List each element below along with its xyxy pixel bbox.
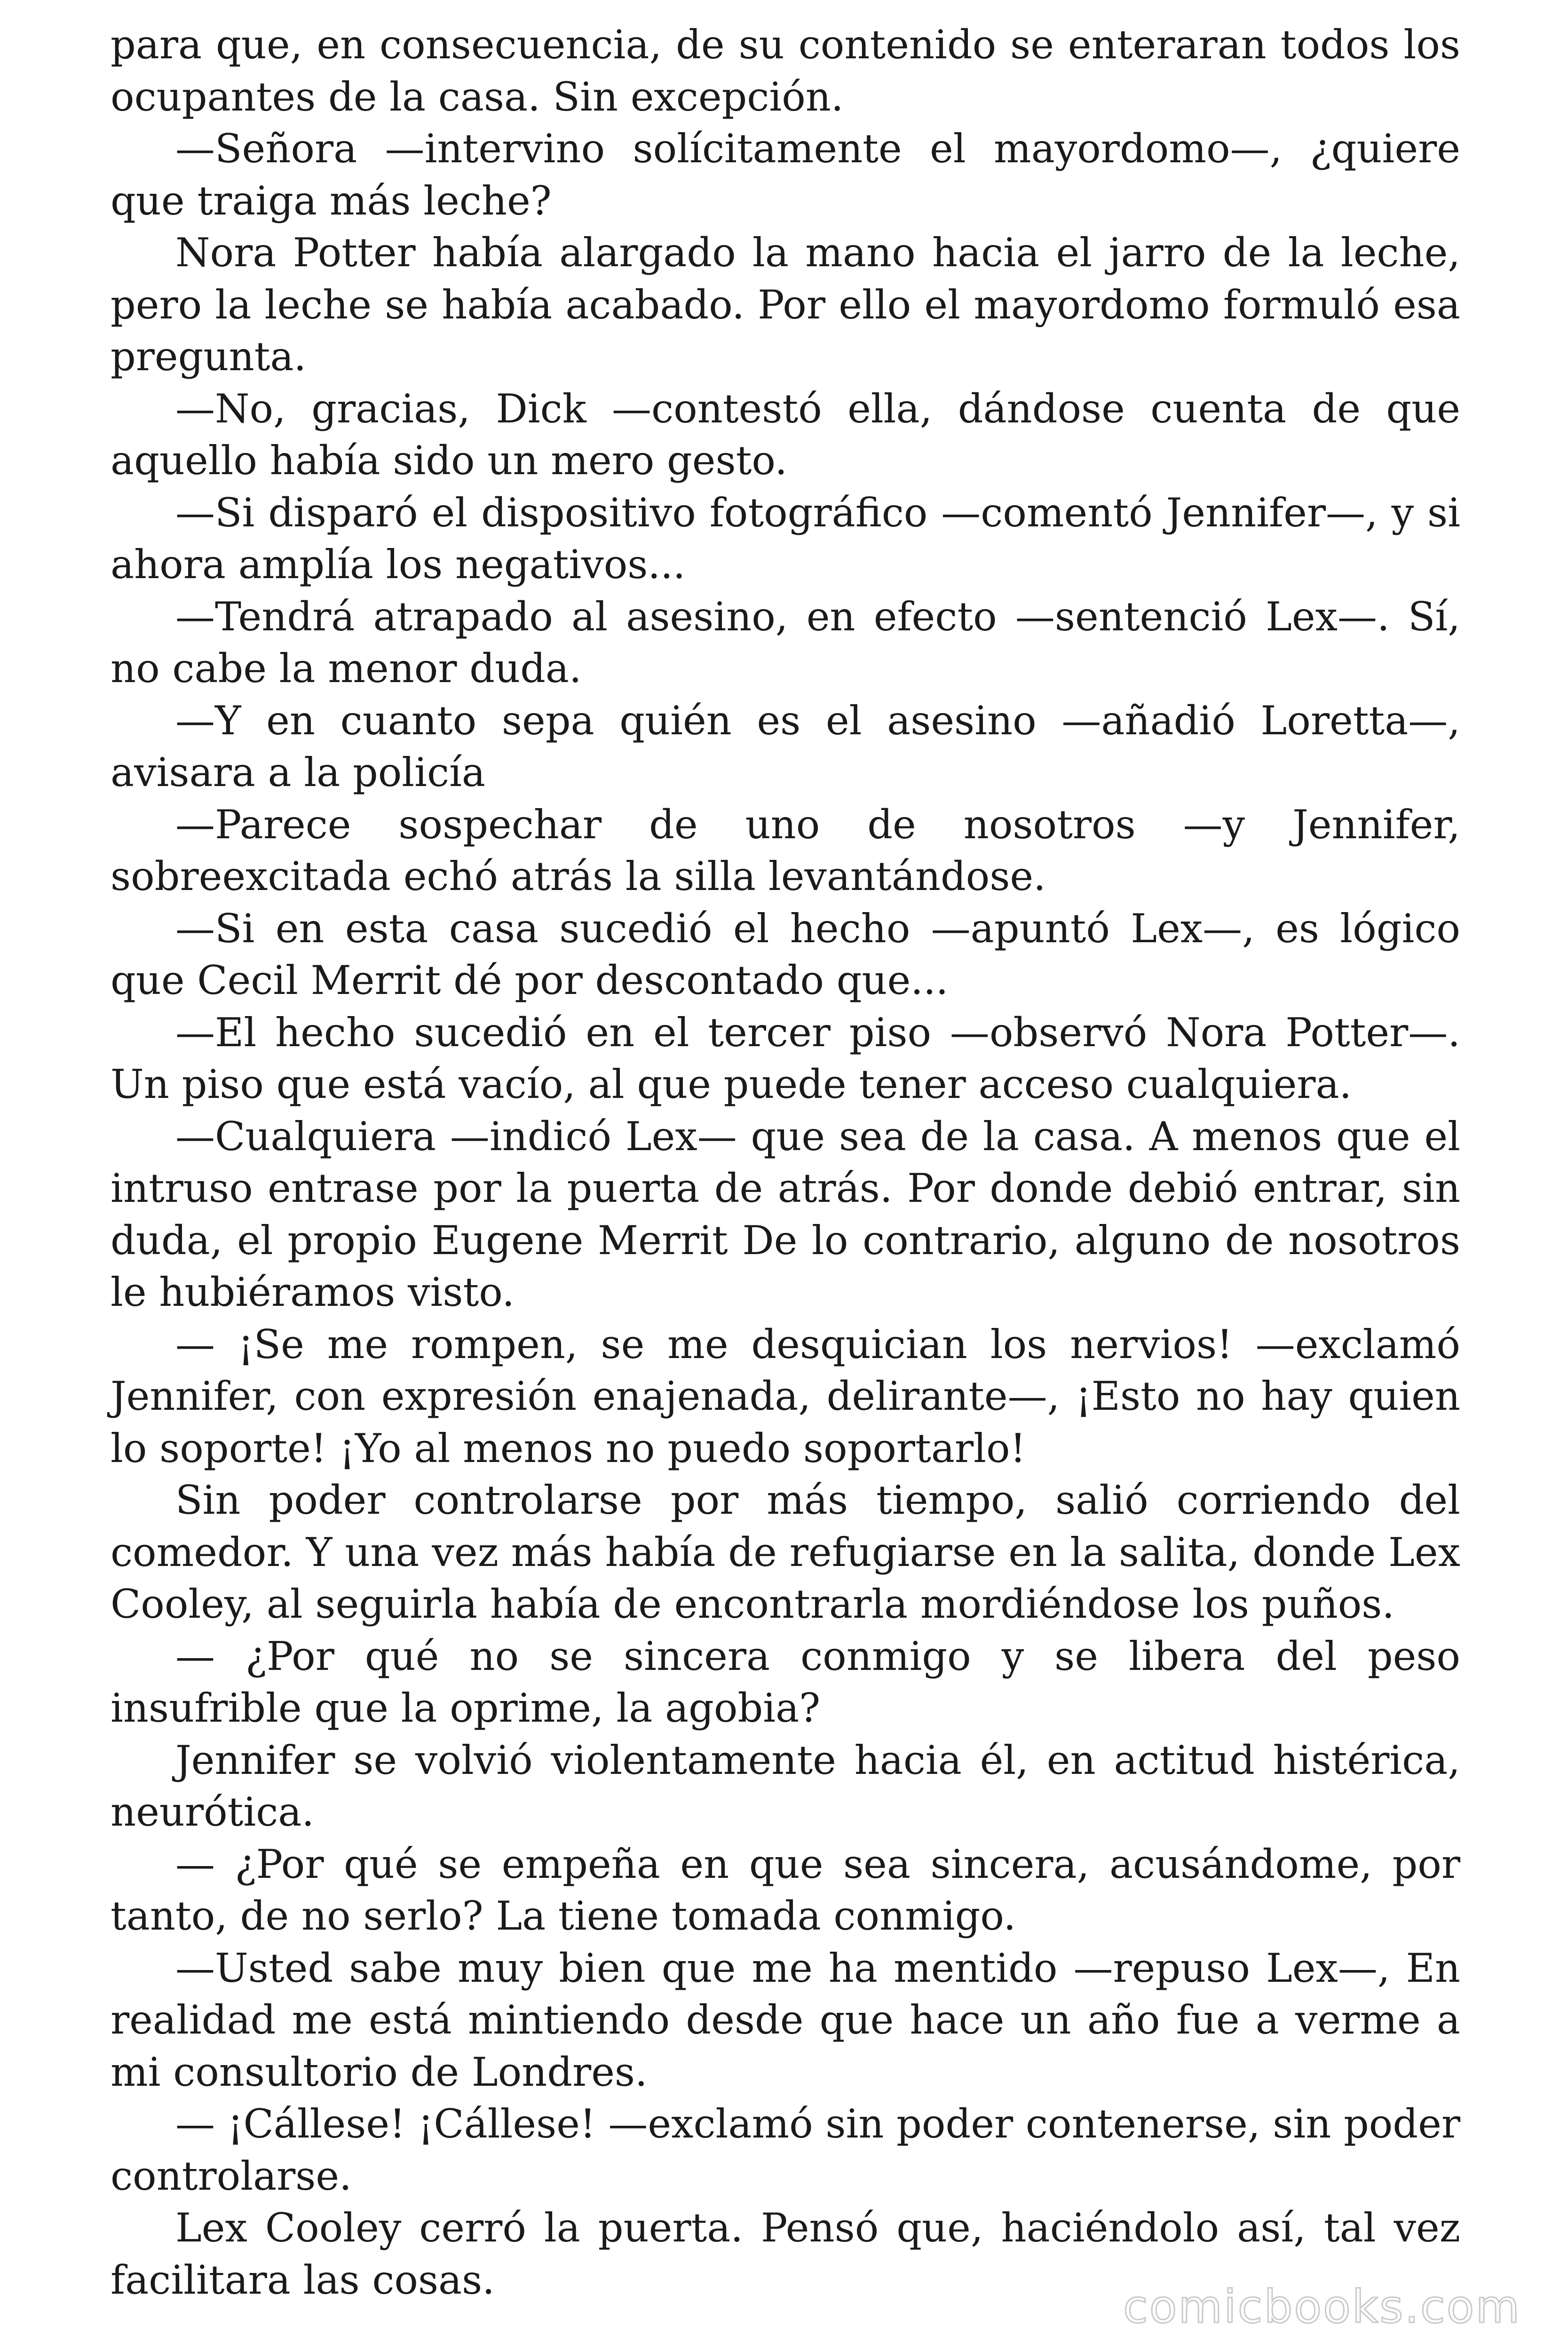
paragraph: —El hecho sucedió en el tercer piso —observó Nora Potter—. Un piso que está vacío, al que puede tener acceso cualquiera. (111, 1009, 1460, 1107)
paragraph: — ¿Por qué se empeña en que sea sincera, acusándome, por tanto, de no serlo? La tiene tomada conmigo. (111, 1841, 1460, 1939)
paragraph: Nora Potter había alargado la mano hacia el jarro de la leche, pero la leche se había acabado. Por ello el mayordomo formuló esa pregunta. (111, 230, 1460, 380)
paragraph: —Señora —intervino solícitamente el mayordomo—, ¿quiere que traiga más leche? (111, 126, 1460, 224)
paragraph: —Parece sospechar de uno de nosotros —y Jennifer, sobreexcitada echó atrás la silla levantándose. (111, 801, 1460, 899)
watermark: comicbooks.com (1123, 2280, 1521, 2333)
paragraph: — ¿Por qué no se sincera conmigo y se libera del peso insufrible que la oprime, la agobia? (111, 1633, 1460, 1731)
paragraph: —Tendrá atrapado al asesino, en efecto —sentenció Lex—. Sí, no cabe la menor duda. (111, 593, 1460, 691)
paragraph: — ¡Se me rompen, se me desquician los nervios! —exclamó Jennifer, con expresión enajenada, delirante—, ¡Esto no hay quien lo soporte! ¡Yo al menos no puedo soportarlo! (111, 1321, 1460, 1471)
paragraph: —Cualquiera —indicó Lex— que sea de la casa. A menos que el intruso entrase por la puerta de atrás. Por donde debió entrar, sin duda, el propio Eugene Merrit De lo contrario, alguno de nosotros le hubiéramos visto. (111, 1113, 1460, 1315)
paragraph: Jennifer se volvió violentamente hacia él, en actitud histérica, neurótica. (111, 1737, 1460, 1835)
paragraph: —Si disparó el dispositivo fotográfico —comentó Jennifer—, y si ahora amplía los negativos... (111, 489, 1460, 588)
paragraph: —Si en esta casa sucedió el hecho —apuntó Lex—, es lógico que Cecil Merrit dé por descontado que... (111, 905, 1460, 1003)
paragraph: Lex Cooley cerró la puerta. Pensó que, haciéndolo así, tal vez facilitara las cosas. (111, 2205, 1460, 2303)
paragraph: Sin poder controlarse por más tiempo, salió corriendo del comedor. Y una vez más había de refugiarse en la salita, donde Lex Cooley, al seguirla había de encontrarla mordiéndose los puños. (111, 1477, 1460, 1627)
paragraph: para que, en consecuencia, de su contenido se enteraran todos los ocupantes de la casa. Sin excepción. (111, 22, 1460, 120)
paragraph: — ¡Cállese! ¡Cállese! —exclamó sin poder contenerse, sin poder controlarse. (111, 2101, 1460, 2199)
paragraph: —Usted sabe muy bien que me ha mentido —repuso Lex—, En realidad me está mintiendo desde que hace un año fue a verme a mi consultorio de Londres. (111, 1945, 1460, 2095)
paragraph: —No, gracias, Dick —contestó ella, dándose cuenta de que aquello había sido un mero gesto. (111, 385, 1460, 484)
book-page-text (111, 19, 1460, 2306)
paragraph: —Y en cuanto sepa quién es el asesino —añadió Loretta—, avisara a la policía (111, 697, 1460, 795)
